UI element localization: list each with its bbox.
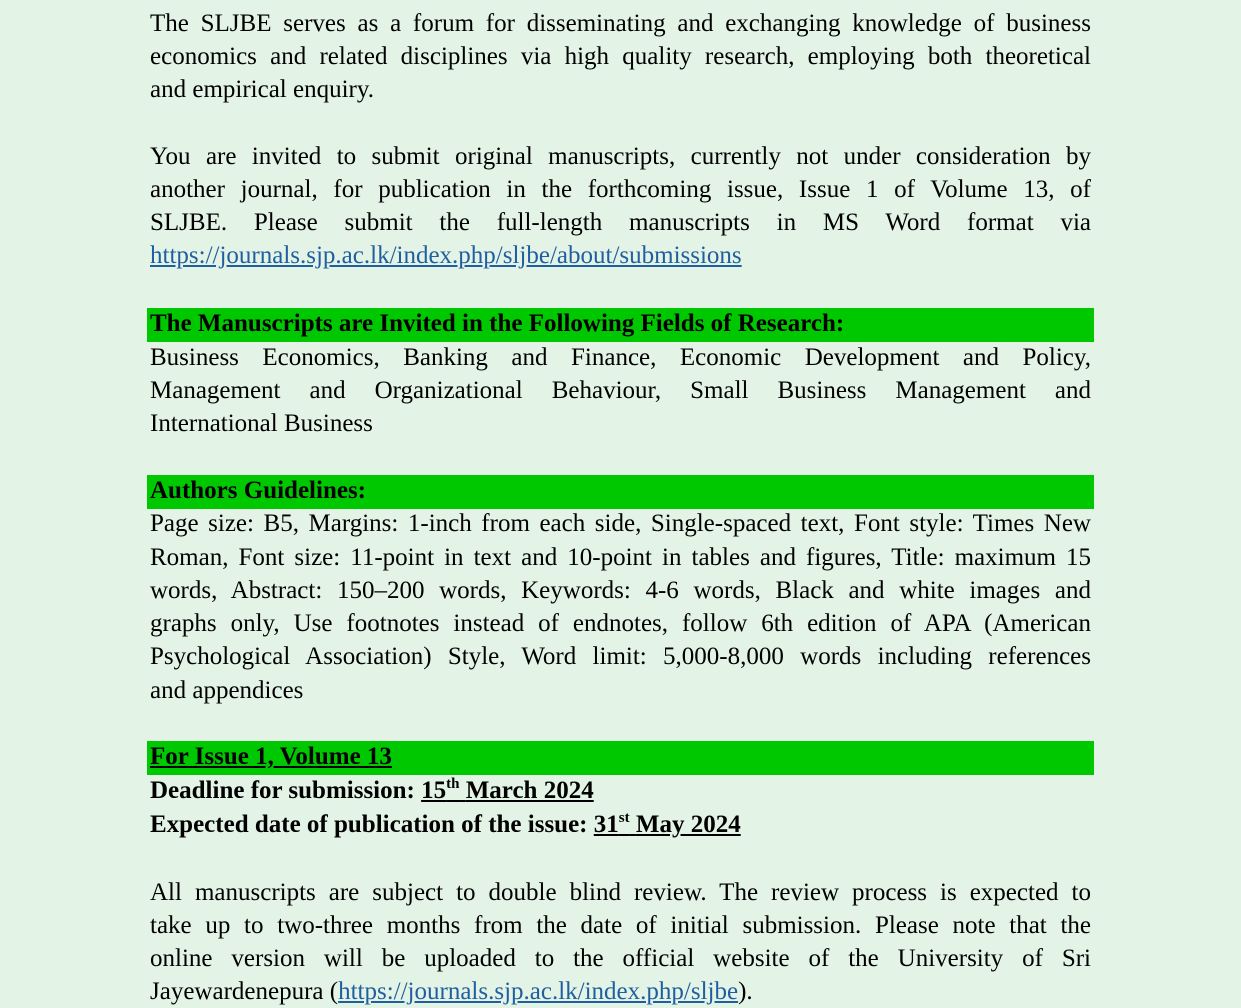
publication-suffix: st <box>618 810 630 826</box>
guidelines-line-5: Psychological Association) Style, Word limit: 5,000-8,000 words including references <box>150 643 1091 670</box>
issue-heading: For Issue 1, Volume 13 <box>150 743 392 770</box>
fields-line-2: Management and Organizational Behaviour, Small Business Management and <box>150 377 1091 404</box>
review-last-prefix: Jayewardenepura ( <box>150 978 339 1005</box>
guidelines-line-1: Page size: B5, Margins: 1-inch from each side, Single-spaced text, Font style: Times New <box>150 510 1091 537</box>
invitation-line-2: another journal, for publication in the forthcoming issue, Issue 1 of Volume 13, of <box>150 176 1091 203</box>
fields-line-3: International Business <box>150 410 373 437</box>
publication-day: 31 <box>593 811 619 838</box>
review-line-2: take up to two-three months from the date of initial submission. Please note that the <box>150 912 1091 939</box>
publication-month-year: May 2024 <box>635 811 741 838</box>
guidelines-line-2: Roman, Font size: 11-point in text and 10-point in tables and figures, Title: maximum 15 <box>150 544 1091 571</box>
invitation-line-3: SLJBE. Please submit the full-length manuscripts in MS Word format via <box>150 209 1091 236</box>
deadline-date <box>421 777 594 804</box>
fields-line-1: Business Economics, Banking and Finance, Economic Development and Policy, <box>150 344 1091 371</box>
guidelines-line-3: words, Abstract: 150–200 words, Keywords: 4-6 words, Black and white images and <box>150 577 1091 604</box>
intro-line-2: economics and related disciplines via high quality research, employing both theoretical <box>150 43 1091 70</box>
deadline-day: 15 <box>421 777 447 804</box>
guidelines-line-4: graphs only, Use footnotes instead of endnotes, follow 6th edition of APA (American <box>150 610 1091 637</box>
invitation-line-1: You are invited to submit original manuscripts, currently not under consideration by <box>150 143 1091 170</box>
review-line-4 <box>150 975 1091 1008</box>
review-last-suffix: ). <box>738 978 753 1005</box>
website-link[interactable]: https://journals.sjp.ac.lk/index.php/sljbe <box>338 978 739 1005</box>
intro-line-1: The SLJBE serves as a forum for disseminating and exchanging knowledge of business <box>150 10 1091 37</box>
publication-label: Expected date of publication of the issue: <box>150 811 588 838</box>
invitation-line-4 <box>150 239 1091 272</box>
guidelines-heading: Authors Guidelines: <box>150 477 367 504</box>
deadline-month-year: March 2024 <box>465 777 594 804</box>
deadline-suffix: th <box>446 776 460 792</box>
publication-line <box>150 808 1091 841</box>
submission-link[interactable]: https://journals.sjp.ac.lk/index.php/sljbe/about/submissions <box>150 242 742 269</box>
review-line-1: All manuscripts are subject to double blind review. The review process is expected to <box>150 879 1091 906</box>
publication-date <box>594 811 741 838</box>
deadline-line <box>150 774 1091 807</box>
fields-heading: The Manuscripts are Invited in the Following Fields of Research: <box>150 310 845 337</box>
review-line-3: online version will be uploaded to the official website of the University of Sri <box>150 945 1091 972</box>
guidelines-line-6: and appendices <box>150 677 304 704</box>
deadline-label: Deadline for submission: <box>150 777 415 804</box>
intro-line-3: and empirical enquiry. <box>150 76 374 103</box>
